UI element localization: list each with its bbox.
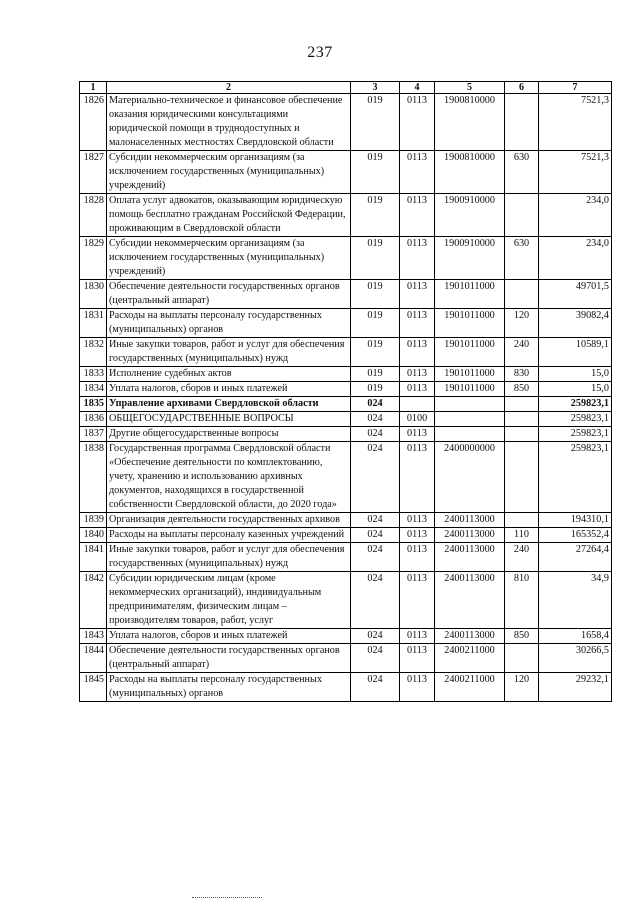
section-code-cell: 0113 (400, 367, 435, 382)
item-name-cell: Управление архивами Свердловской области (107, 397, 351, 412)
section-code-cell: 0113 (400, 572, 435, 629)
amount-cell: 29232,1 (539, 673, 612, 702)
table-row (80, 151, 612, 194)
item-name-cell: Обеспечение деятельности государственных органов (центральный аппарат) (107, 644, 351, 673)
target-article-code-cell: 1901011000 (435, 309, 505, 338)
ministry-code-cell: 019 (351, 309, 400, 338)
expense-type-code-cell (505, 513, 539, 528)
amount-cell: 7521,3 (539, 151, 612, 194)
row-number-cell: 1833 (80, 367, 107, 382)
section-code-cell: 0113 (400, 338, 435, 367)
amount-cell: 1658,4 (539, 629, 612, 644)
ministry-code-cell: 024 (351, 528, 400, 543)
column-header: 4 (400, 82, 435, 94)
target-article-code-cell (435, 427, 505, 442)
table-row (80, 442, 612, 513)
expense-type-code-cell: 240 (505, 543, 539, 572)
amount-cell: 259823,1 (539, 442, 612, 513)
target-article-code-cell: 1901011000 (435, 280, 505, 309)
column-header: 3 (351, 82, 400, 94)
amount-cell: 259823,1 (539, 412, 612, 427)
column-header: 1 (80, 82, 107, 94)
expense-type-code-cell (505, 280, 539, 309)
amount-cell: 234,0 (539, 194, 612, 237)
target-article-code-cell: 2400211000 (435, 644, 505, 673)
item-name-cell: Иные закупки товаров, работ и услуг для обеспечения государственных (муниципальных) нужд (107, 543, 351, 572)
expense-type-code-cell: 630 (505, 237, 539, 280)
section-code-cell (400, 397, 435, 412)
item-name-cell: Другие общегосударственные вопросы (107, 427, 351, 442)
table-row (80, 309, 612, 338)
item-name-cell: Исполнение судебных актов (107, 367, 351, 382)
expense-type-code-cell: 110 (505, 528, 539, 543)
amount-cell: 27264,4 (539, 543, 612, 572)
amount-cell: 15,0 (539, 367, 612, 382)
expense-type-code-cell: 630 (505, 151, 539, 194)
column-header: 2 (107, 82, 351, 94)
target-article-code-cell: 2400211000 (435, 673, 505, 702)
target-article-code-cell: 2400113000 (435, 629, 505, 644)
expense-type-code-cell (505, 442, 539, 513)
section-code-cell: 0113 (400, 94, 435, 151)
section-code-cell: 0113 (400, 427, 435, 442)
item-name-cell: Материально-техническое и финансовое обеспечение оказания юридическими консультациями юридической помощи в труднодоступных и малонаселенных местностях Свердловской области (107, 94, 351, 151)
item-name-cell: Обеспечение деятельности государственных органов (центральный аппарат) (107, 280, 351, 309)
ministry-code-cell: 019 (351, 382, 400, 397)
expense-type-code-cell: 120 (505, 309, 539, 338)
target-article-code-cell: 2400113000 (435, 513, 505, 528)
item-name-cell: Государственная программа Свердловской области «Обеспечение деятельности по комплектованию, учету, хранению и использованию архивных документов, находящихся в государственной собственности Свердловской области, до 2020 года» (107, 442, 351, 513)
row-number-cell: 1835 (80, 397, 107, 412)
row-number-cell: 1842 (80, 572, 107, 629)
row-number-cell: 1830 (80, 280, 107, 309)
row-number-cell: 1839 (80, 513, 107, 528)
row-number-cell: 1845 (80, 673, 107, 702)
item-name-cell: Субсидии некоммерческим организациям (за исключением государственных (муниципальных) учреждений) (107, 151, 351, 194)
item-name-cell: ОБЩЕГОСУДАРСТВЕННЫЕ ВОПРОСЫ (107, 412, 351, 427)
item-name-cell: Расходы на выплаты персоналу государственных (муниципальных) органов (107, 309, 351, 338)
expense-type-code-cell (505, 397, 539, 412)
row-number-cell: 1844 (80, 644, 107, 673)
section-code-cell: 0113 (400, 280, 435, 309)
row-number-cell: 1841 (80, 543, 107, 572)
target-article-code-cell: 1901011000 (435, 338, 505, 367)
column-header: 5 (435, 82, 505, 94)
row-number-cell: 1838 (80, 442, 107, 513)
expense-type-code-cell (505, 194, 539, 237)
item-name-cell: Субсидии некоммерческим организациям (за исключением государственных (муниципальных) учреждений) (107, 237, 351, 280)
table-row (80, 673, 612, 702)
section-code-cell: 0113 (400, 543, 435, 572)
row-number-cell: 1827 (80, 151, 107, 194)
section-code-cell: 0100 (400, 412, 435, 427)
expense-type-code-cell (505, 94, 539, 151)
amount-cell: 165352,4 (539, 528, 612, 543)
ministry-code-cell: 019 (351, 280, 400, 309)
section-code-cell: 0113 (400, 528, 435, 543)
section-code-cell: 0113 (400, 237, 435, 280)
row-number-cell: 1829 (80, 237, 107, 280)
expense-type-code-cell: 850 (505, 629, 539, 644)
target-article-code-cell: 1900810000 (435, 94, 505, 151)
budget-table (79, 81, 612, 702)
section-code-cell: 0113 (400, 629, 435, 644)
target-article-code-cell: 2400113000 (435, 543, 505, 572)
ministry-code-cell: 019 (351, 237, 400, 280)
row-number-cell: 1834 (80, 382, 107, 397)
table-row (80, 644, 612, 673)
table-row (80, 528, 612, 543)
item-name-cell: Оплата услуг адвокатов, оказывающим юридическую помощь бесплатно гражданам Российской Федерации, проживающим в Свердловской области (107, 194, 351, 237)
amount-cell: 10589,1 (539, 338, 612, 367)
amount-cell: 259823,1 (539, 397, 612, 412)
item-name-cell: Расходы на выплаты персоналу казенных учреждений (107, 528, 351, 543)
table-row (80, 412, 612, 427)
row-number-cell: 1831 (80, 309, 107, 338)
ministry-code-cell: 024 (351, 397, 400, 412)
target-article-code-cell (435, 397, 505, 412)
ministry-code-cell: 024 (351, 513, 400, 528)
section-code-cell: 0113 (400, 382, 435, 397)
section-code-cell: 0113 (400, 673, 435, 702)
item-name-cell: Организация деятельности государственных архивов (107, 513, 351, 528)
ministry-code-cell: 019 (351, 194, 400, 237)
target-article-code-cell: 2400113000 (435, 572, 505, 629)
amount-cell: 15,0 (539, 382, 612, 397)
scan-artifact (192, 897, 262, 902)
page-number: 237 (307, 44, 333, 61)
expense-type-code-cell: 810 (505, 572, 539, 629)
table-row (80, 572, 612, 629)
table-row (80, 338, 612, 367)
amount-cell: 39082,4 (539, 309, 612, 338)
table-row (80, 513, 612, 528)
ministry-code-cell: 019 (351, 151, 400, 194)
ministry-code-cell: 024 (351, 543, 400, 572)
ministry-code-cell: 024 (351, 644, 400, 673)
row-number-cell: 1826 (80, 94, 107, 151)
row-number-cell: 1837 (80, 427, 107, 442)
item-name-cell: Расходы на выплаты персоналу государственных (муниципальных) органов (107, 673, 351, 702)
ministry-code-cell: 019 (351, 338, 400, 367)
ministry-code-cell: 024 (351, 673, 400, 702)
table-row (80, 280, 612, 309)
target-article-code-cell: 2400000000 (435, 442, 505, 513)
section-code-cell: 0113 (400, 151, 435, 194)
ministry-code-cell: 024 (351, 572, 400, 629)
ministry-code-cell: 019 (351, 94, 400, 151)
row-number-cell: 1836 (80, 412, 107, 427)
item-name-cell: Субсидии юридическим лицам (кроме некоммерческих организаций), индивидуальным предпринимателям, физическим лицам – производителям товаров, работ, услуг (107, 572, 351, 629)
section-code-cell: 0113 (400, 442, 435, 513)
table-row (80, 397, 612, 412)
expense-type-code-cell: 240 (505, 338, 539, 367)
row-number-cell: 1832 (80, 338, 107, 367)
amount-cell: 7521,3 (539, 94, 612, 151)
item-name-cell: Уплата налогов, сборов и иных платежей (107, 629, 351, 644)
table-row (80, 427, 612, 442)
expense-type-code-cell (505, 412, 539, 427)
section-code-cell: 0113 (400, 309, 435, 338)
target-article-code-cell: 1901011000 (435, 382, 505, 397)
table-row (80, 194, 612, 237)
target-article-code-cell: 1900910000 (435, 194, 505, 237)
amount-cell: 30266,5 (539, 644, 612, 673)
amount-cell: 234,0 (539, 237, 612, 280)
expense-type-code-cell: 120 (505, 673, 539, 702)
table-row (80, 94, 612, 151)
header-row (80, 82, 612, 94)
expense-type-code-cell (505, 644, 539, 673)
amount-cell: 34,9 (539, 572, 612, 629)
ministry-code-cell: 024 (351, 629, 400, 644)
ministry-code-cell: 024 (351, 412, 400, 427)
ministry-code-cell: 024 (351, 427, 400, 442)
column-header: 6 (505, 82, 539, 94)
target-article-code-cell: 1900810000 (435, 151, 505, 194)
ministry-code-cell: 019 (351, 367, 400, 382)
row-number-cell: 1843 (80, 629, 107, 644)
table-row (80, 382, 612, 397)
table-row (80, 629, 612, 644)
target-article-code-cell: 1901011000 (435, 367, 505, 382)
expense-type-code-cell: 830 (505, 367, 539, 382)
row-number-cell: 1840 (80, 528, 107, 543)
column-header: 7 (539, 82, 612, 94)
table-row (80, 367, 612, 382)
amount-cell: 259823,1 (539, 427, 612, 442)
section-code-cell: 0113 (400, 194, 435, 237)
expense-type-code-cell (505, 427, 539, 442)
item-name-cell: Уплата налогов, сборов и иных платежей (107, 382, 351, 397)
target-article-code-cell (435, 412, 505, 427)
table-row (80, 237, 612, 280)
amount-cell: 194310,1 (539, 513, 612, 528)
ministry-code-cell: 024 (351, 442, 400, 513)
target-article-code-cell: 1900910000 (435, 237, 505, 280)
table-row (80, 543, 612, 572)
section-code-cell: 0113 (400, 644, 435, 673)
item-name-cell: Иные закупки товаров, работ и услуг для обеспечения государственных (муниципальных) нужд (107, 338, 351, 367)
target-article-code-cell: 2400113000 (435, 528, 505, 543)
section-code-cell: 0113 (400, 513, 435, 528)
expense-type-code-cell: 850 (505, 382, 539, 397)
row-number-cell: 1828 (80, 194, 107, 237)
amount-cell: 49701,5 (539, 280, 612, 309)
